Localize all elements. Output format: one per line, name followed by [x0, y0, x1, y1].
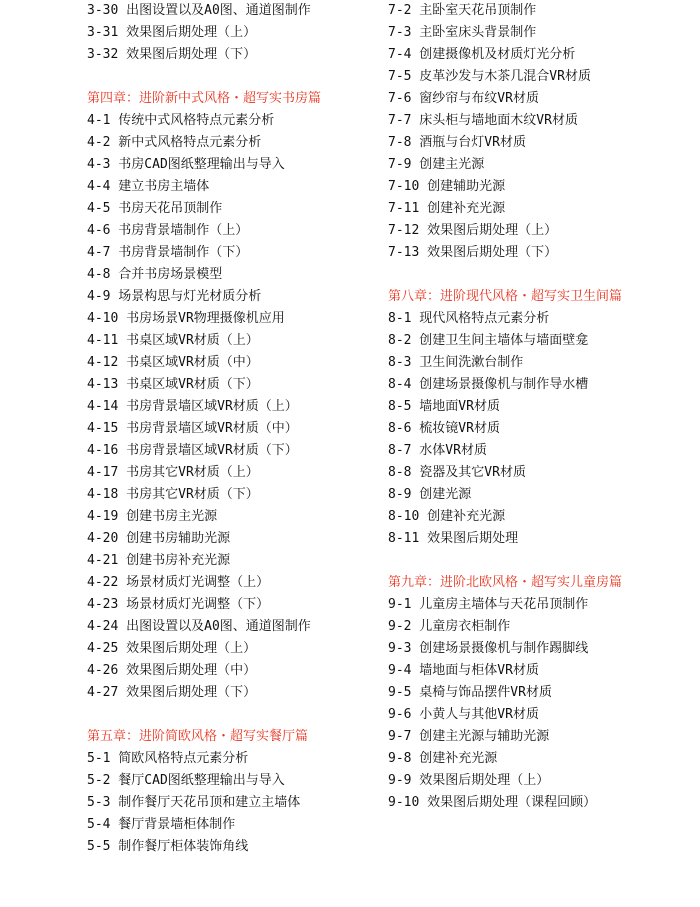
lesson-item: 3-30 出图设置以及A0图、通道图制作	[87, 3, 311, 18]
lesson-item: 4-24 出图设置以及A0图、通道图制作	[87, 619, 311, 634]
lesson-item: 8-11 效果图后期处理	[388, 531, 519, 546]
lesson-item: 7-5 皮革沙发与木茶几混合VR材质	[388, 69, 591, 84]
lesson-item: 4-23 场景材质灯光调整（下）	[87, 597, 270, 612]
chapter-9-title: 第九章：进阶北欧风格・超写实儿童房篇	[388, 575, 623, 590]
lesson-item: 7-3 主卧室床头背景制作	[388, 25, 537, 40]
lesson-item: 9-10 效果图后期处理（课程回顾）	[388, 795, 597, 810]
section-gap	[87, 704, 321, 726]
lesson-item: 8-2 创建卫生间主墙体与墙面壁龛	[388, 333, 589, 348]
chapter-4-list	[87, 110, 321, 704]
lesson-item: 5-1 简欧风格特点元素分析	[87, 751, 249, 766]
lesson-item: 8-1 现代风格特点元素分析	[388, 311, 550, 326]
section-gap	[388, 264, 622, 286]
lesson-item: 9-9 效果图后期处理（上）	[388, 773, 550, 788]
lesson-item: 9-1 儿童房主墙体与天花吊顶制作	[388, 597, 589, 612]
lesson-item: 7-2 主卧室天花吊顶制作	[388, 3, 537, 18]
lesson-item: 4-6 书房背景墙制作（上）	[87, 223, 249, 238]
lesson-item: 9-3 创建场景摄像机与制作踢脚线	[388, 641, 589, 656]
lesson-item: 8-10 创建补充光源	[388, 509, 506, 524]
lesson-item: 4-9 场景构思与灯光材质分析	[87, 289, 262, 304]
section-gap	[388, 550, 622, 572]
lesson-item: 4-7 书房背景墙制作（下）	[87, 245, 249, 260]
lesson-item: 4-2 新中式风格特点元素分析	[87, 135, 262, 150]
section-group-left-1	[87, 0, 321, 66]
section-gap	[87, 66, 321, 88]
lesson-item: 4-18 书房其它VR材质（下）	[87, 487, 259, 502]
chapter-8-title: 第八章：进阶现代风格・超写实卫生间篇	[388, 289, 623, 304]
lesson-item: 4-20 创建书房辅助光源	[87, 531, 231, 546]
lesson-item: 4-12 书桌区域VR材质（中）	[87, 355, 259, 370]
lesson-item: 5-5 制作餐厅柜体装饰角线	[87, 839, 249, 854]
lesson-item: 8-5 墙地面VR材质	[388, 399, 500, 414]
lesson-item: 4-13 书桌区域VR材质（下）	[87, 377, 259, 392]
chapter-4-title: 第四章：进阶新中式风格・超写实书房篇	[87, 91, 322, 106]
lesson-item: 4-22 场景材质灯光调整（上）	[87, 575, 270, 590]
lesson-item: 4-26 效果图后期处理（中）	[87, 663, 257, 678]
lesson-item: 4-5 书房天花吊顶制作	[87, 201, 223, 216]
section-group-right-1	[388, 0, 622, 264]
lesson-item: 4-11 书桌区域VR材质（上）	[87, 333, 259, 348]
lesson-item: 4-4 建立书房主墙体	[87, 179, 210, 194]
lesson-item: 8-6 梳妆镜VR材质	[388, 421, 500, 436]
lesson-item: 4-8 合并书房场景模型	[87, 267, 223, 282]
lesson-item: 9-4 墙地面与柜体VR材质	[388, 663, 539, 678]
lesson-item: 5-2 餐厅CAD图纸整理输出与导入	[87, 773, 285, 788]
lesson-item: 4-10 书房场景VR物理摄像机应用	[87, 311, 285, 326]
lesson-item: 7-10 创建辅助光源	[388, 179, 506, 194]
lesson-item: 7-7 床头柜与墙地面木纹VR材质	[388, 113, 578, 128]
right-column	[388, 0, 622, 814]
lesson-item: 4-27 效果图后期处理（下）	[87, 685, 257, 700]
lesson-item: 7-13 效果图后期处理（下）	[388, 245, 558, 260]
lesson-item: 7-8 酒瓶与台灯VR材质	[388, 135, 526, 150]
lesson-item: 4-3 书房CAD图纸整理输出与导入	[87, 157, 285, 172]
lesson-item: 8-9 创建光源	[388, 487, 472, 502]
lesson-item: 4-14 书房背景墙区域VR材质（上）	[87, 399, 298, 414]
lesson-item: 4-15 书房背景墙区域VR材质（中）	[87, 421, 298, 436]
chapter-5-list	[87, 748, 321, 858]
lesson-item: 7-9 创建主光源	[388, 157, 485, 172]
lesson-item: 4-21 创建书房补充光源	[87, 553, 231, 568]
lesson-item: 8-7 水体VR材质	[388, 443, 487, 458]
lesson-item: 9-2 儿童房衣柜制作	[388, 619, 511, 634]
lesson-item: 4-16 书房背景墙区域VR材质（下）	[87, 443, 298, 458]
lesson-item: 7-11 创建补充光源	[388, 201, 506, 216]
lesson-item: 8-8 瓷器及其它VR材质	[388, 465, 526, 480]
left-column	[87, 0, 321, 858]
lesson-item: 5-4 餐厅背景墙柜体制作	[87, 817, 236, 832]
lesson-item: 3-31 效果图后期处理（上）	[87, 25, 257, 40]
lesson-item: 7-6 窗纱帘与布纹VR材质	[388, 91, 539, 106]
lesson-item: 4-25 效果图后期处理（上）	[87, 641, 257, 656]
chapter-8-list	[388, 308, 622, 550]
lesson-item: 8-4 创建场景摄像机与制作导水槽	[388, 377, 589, 392]
lesson-item: 7-12 效果图后期处理（上）	[388, 223, 558, 238]
lesson-item: 4-17 书房其它VR材质（上）	[87, 465, 259, 480]
lesson-item: 9-8 创建补充光源	[388, 751, 498, 766]
lesson-item: 3-32 效果图后期处理（下）	[87, 47, 257, 62]
lesson-item: 9-7 创建主光源与辅助光源	[388, 729, 550, 744]
lesson-item: 4-19 创建书房主光源	[87, 509, 218, 524]
lesson-item: 9-6 小黄人与其他VR材质	[388, 707, 539, 722]
lesson-item: 8-3 卫生间洗漱台制作	[388, 355, 524, 370]
chapter-5-title: 第五章：进阶简欧风格・超写实餐厅篇	[87, 729, 309, 744]
lesson-item: 4-1 传统中式风格特点元素分析	[87, 113, 275, 128]
lesson-item: 5-3 制作餐厅天花吊顶和建立主墙体	[87, 795, 301, 810]
lesson-item: 7-4 创建摄像机及材质灯光分析	[388, 47, 576, 62]
lesson-item: 9-5 桌椅与饰品摆件VR材质	[388, 685, 552, 700]
chapter-9-list	[388, 594, 622, 814]
